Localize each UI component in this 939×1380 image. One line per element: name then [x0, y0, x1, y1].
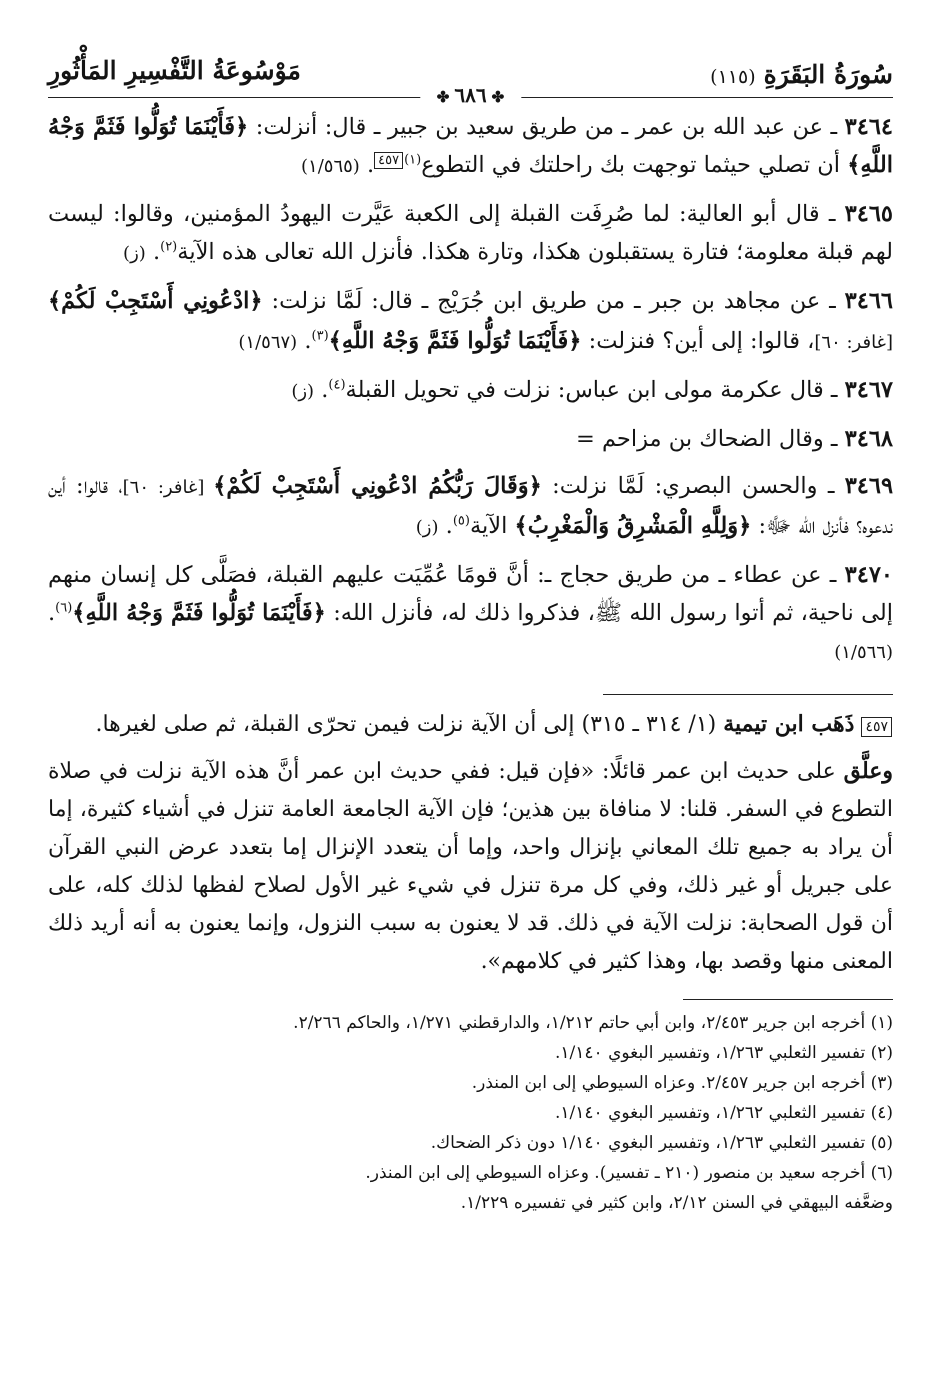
narration-text: . — [359, 152, 375, 178]
narration-text: ـ قال عكرمة مولى ابن عباس: نزلت في تحويل القبلة — [345, 377, 845, 403]
source-ref: (ز) — [415, 517, 439, 538]
narration-text: . — [48, 600, 56, 626]
narration-3469 — [48, 467, 893, 547]
source-ref: (ز) — [291, 381, 315, 402]
commentary-text: على حديث ابن عمر قائلًا: «فإن قيل: ففي حديث ابن عمر أنَّ هذه الآية نزلت في صلاة التطوع في السفر. قلنا: لا منافاة بين هذين؛ فإن الآية الجامعة العامة تنزل في أشياء كثيرة، إما أن يراد به جميع تلك المعاني بإنزال واحد، وإما أن يتعدد الإنزال إما بتعدد عرض النبي القرآن على جبريل أو غير ذلك، وفي كل مرة تنزل في شيء غير الأول لصلاح لفظها لذلك كله، على أن قول الصحابة: نزلت الآية في ذلك. قد لا يعنون به سبب النزول، وإنما يعنون به أنه أريد ذلك المعنى منها وقصد بها، وهذا كثير في كلامهم». — [48, 759, 893, 974]
commentary-lead: وعلَّق — [843, 758, 893, 784]
narration-3464 — [48, 108, 893, 186]
quran-quote: ﴿فَأَيْنَمَا تُوَلُّوا فَثَمَّ وَجْهُ اللَّهِ﴾ — [48, 114, 893, 178]
narration-text: . — [145, 239, 161, 265]
surah-citation: [غافر: ٦٠] — [122, 477, 214, 498]
footnote-item: وضعَّفه البيهقي في السنن ٢/١٢، وابن كثير في تفسيره ١/٢٢٩. — [460, 1193, 893, 1213]
footnote-marker[interactable]: (١) — [404, 152, 422, 168]
commentary-number-box: ٤٥٧ — [861, 717, 892, 737]
quran-quote: ﴿فَأَيْنَمَا تُوَلُّوا فَثَمَّ وَجْهُ اللَّهِ﴾ — [72, 600, 326, 626]
narration-text: ـ عن مجاهد بن جبر ـ من طريق ابن جُرَيْج ـ قال: لَمَّا نزلت: — [262, 288, 845, 314]
footnote-item: (١) أخرجه ابن جرير ٢/٤٥٣، وابن أبي حاتم ١/٢١٢، والدارقطني ١/٢٧١، والحاكم ٢/٢٦٦. — [293, 1013, 893, 1033]
narration-text: الآية — [469, 513, 515, 539]
narration-text: . — [297, 328, 312, 354]
narration-number: ٣٤٦٧ — [844, 377, 893, 403]
commentary-text: (١/ ٣١٤ ـ ٣١٥) إلى أن الآية نزلت فيمن تحرّى القبلة، ثم صلى لغيرها. — [95, 712, 724, 737]
surah-heading — [710, 60, 893, 89]
narration-3466 — [48, 282, 893, 362]
narration-text: ـ عن عبد الله بن عمر ـ من طريق سعيد بن جبير ـ قال: أنزلت: — [248, 114, 845, 140]
narration-text: ، قالوا: إلى أين؟ فنزلت: — [581, 328, 815, 354]
book-title: مَوْسُوعَةُ التَّفْسِيرِ المَأْثُورِ — [48, 56, 301, 85]
surah-citation: [غافر: ٦٠] — [814, 332, 893, 353]
footnote-item: (٣) أخرجه ابن جرير ٢/٤٥٧. وعزاه السيوطي إلى ابن المنذر. — [471, 1073, 893, 1093]
narration-number: ٣٤٦٦ — [844, 288, 894, 314]
page-number-block — [420, 83, 521, 107]
source-ref: (١/٥٦٦) — [834, 642, 893, 663]
narration-3468 — [48, 420, 893, 458]
book-page — [48, 50, 893, 1350]
narration-number: ٣٤٦٩ — [844, 473, 894, 499]
footnote-item: (٥) تفسير الثعلبي ١/٢٦٣، وتفسير البغوي ١/١٤٠ دون ذكر الضحاك. — [430, 1133, 893, 1153]
footnote-item: (٦) أخرجه سعيد بن منصور (٢١٠ ـ تفسير). وعزاه السيوطي إلى ابن المنذر. — [365, 1163, 893, 1183]
page-number: ٦٨٦ — [454, 83, 487, 107]
commentary-block — [48, 705, 893, 981]
footnote-marker[interactable]: (٥) — [452, 513, 470, 529]
source-ref: (ز) — [123, 243, 146, 264]
narration-number: ٣٤٦٨ — [844, 426, 893, 452]
quran-quote: ﴿وَلِلَّهِ الْمَشْرِقُ وَالْمَغْرِبُ﴾ — [514, 513, 752, 539]
footnote-item: (٢) تفسير الثعلبي ١/٢٦٣، وتفسير البغوي ١/١٤٠. — [555, 1043, 893, 1063]
footnote-separator — [683, 999, 893, 1000]
narrations — [48, 108, 893, 672]
narration-3467 — [48, 371, 893, 411]
footnote-marker[interactable]: (٣) — [311, 328, 329, 344]
narration-3470 — [48, 556, 893, 672]
surah-title: سُورَةُ البَقَرَةِ — [763, 60, 893, 89]
ornament-right-icon: ✤ — [491, 88, 505, 106]
narration-text: أن تصلي حيثما توجهت بك راحلتك في التطوع — [421, 152, 848, 178]
quran-quote: ﴿فَأَيْنَمَا تُوَلُّوا فَثَمَّ وَجْهُ اللَّهِ﴾ — [328, 328, 582, 354]
footnote-item: (٤) تفسير الثعلبي ١/٢٦٢، وتفسير البغوي ١/١٤٠. — [555, 1103, 893, 1123]
ornament-left-icon: ✤ — [436, 88, 450, 106]
narration-number: ٣٤٦٥ — [844, 201, 893, 227]
narration-number: ٣٤٧٠ — [844, 562, 893, 588]
commentary-separator — [603, 694, 893, 695]
narration-text: ـ والحسن البصري: لَمَّا نزلت: — [541, 473, 845, 499]
commentary-paragraph-2 — [48, 752, 893, 981]
source-ref: (١/٥٦٥) — [301, 156, 360, 177]
narration-text: ـ قال أبو العالية: لما صُرِفَت القبلة إلى الكعبة عَيَّرت اليهودُ المؤمنين، وقالوا: ليست لهم قبلة معلومة؛ فتارة يستقبلون هكذا، وتارة هكذا. فأنزل الله تعالى هذه الآية — [48, 201, 893, 265]
footnote-marker[interactable]: (٦) — [55, 600, 73, 616]
narration-text: ، قالوا: أين ندعوه؟ فأنزل الله ﷻ: — [48, 473, 893, 539]
page-header — [48, 50, 893, 107]
commentary-paragraph-1 — [48, 705, 893, 744]
narration-text: . — [314, 377, 329, 403]
footnote-marker[interactable]: (٤) — [328, 377, 346, 393]
quran-quote: ﴿ادْعُونِي أَسْتَجِبْ لَكُمْ﴾ — [48, 288, 263, 314]
ayah-number: (١١٥) — [710, 66, 756, 88]
source-ref: (١/٥٦٧) — [238, 332, 298, 353]
commentary-lead: ذَهَب ابن تيمية — [723, 711, 855, 737]
footnotes — [48, 1008, 893, 1218]
narration-text: . — [438, 513, 453, 539]
footnote-marker[interactable]: (٢) — [160, 239, 178, 255]
narration-text: ـ وقال الضحاك بن مزاحم = — [575, 426, 845, 452]
commentary-ref-box[interactable]: ٤٥٧ — [374, 152, 403, 169]
narration-number: ٣٤٦٤ — [844, 114, 893, 140]
quran-quote: ﴿وَقَالَ رَبُّكُمُ ادْعُونِي أَسْتَجِبْ لَكُمْ﴾ — [213, 473, 542, 499]
narration-3465 — [48, 195, 893, 273]
narration-text: ـ عن عطاء ـ من طريق حجاج ـ: أنَّ قومًا عُمِّيَت عليهم القبلة، فصَلَّى كل إنسان منهم إلى ناحية، ثم أتوا رسول الله ﷺ، فذكروا ذلك له، فأنزل الله: — [48, 562, 893, 626]
